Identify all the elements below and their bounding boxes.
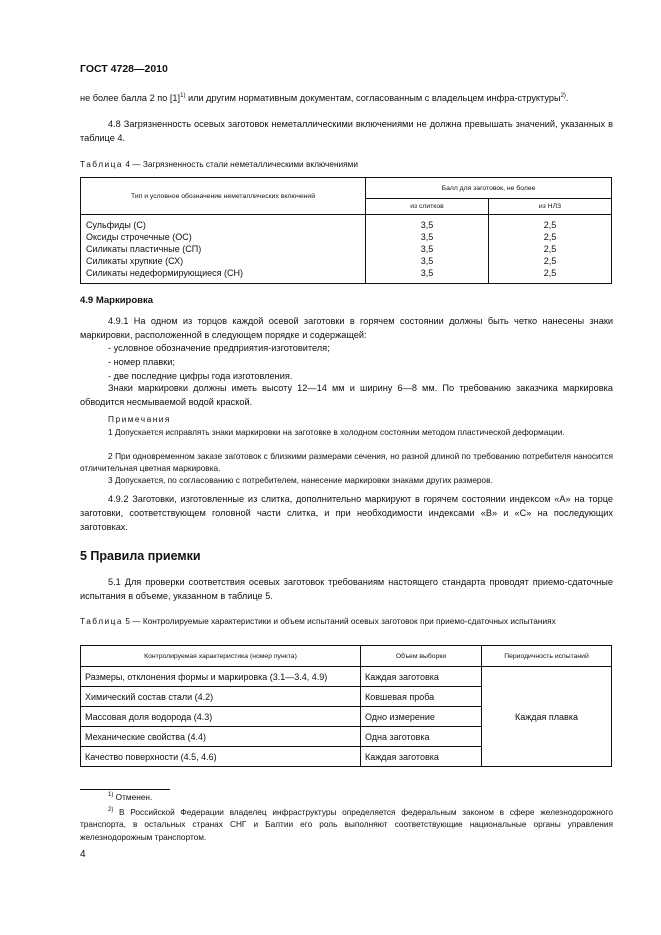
table-cell: Силикаты недеформирующиеся (СН) bbox=[86, 268, 243, 278]
table-cell: Механические свойства (4.4) bbox=[81, 727, 361, 747]
footnote-ref-2: 2) bbox=[560, 92, 566, 99]
table-cell: 3,5 bbox=[420, 268, 434, 278]
table-cell: Ковшевая проба bbox=[361, 687, 482, 707]
footnote-1: $^{1)}$ Отменен. bbox=[108, 792, 153, 802]
table4-header-nlz: из НЛЗ bbox=[489, 199, 612, 215]
paragraph-4-9-2: 4.9.2 Заготовки, изготовленные из слитка, дополнительно маркируют в горячем состоянии индексом «А» на торце заготовки, соответствующем головной части слитка, и при необходимости индексами «В» и «С» на последующих заготовках. bbox=[80, 494, 613, 532]
paragraph-4-8: 4.8 Загрязненность осевых заготовок неметаллическими включениями не должна превышать значений, указанных в таблице 4. bbox=[80, 119, 613, 143]
table-cell: 3,5 bbox=[420, 232, 434, 242]
table-cell: Силикаты хрупкие (СХ) bbox=[86, 256, 184, 266]
table5-header-period: Периодичность испытаний bbox=[482, 646, 612, 667]
table4-ingot-values bbox=[366, 215, 489, 284]
intro-paragraph: не более балла 2 по $[1]^{1)}$ или другим нормативным документам, согласованным с владельцем инфра-структуры$^{2)}$. bbox=[80, 92, 569, 103]
table4-nlz-values bbox=[489, 215, 612, 284]
document-header: ГОСТ 4728—2010 bbox=[80, 63, 168, 75]
table-cell: Одно измерение bbox=[361, 707, 482, 727]
table-cell: Каждая заготовка bbox=[361, 747, 482, 767]
table5-period-value: Каждая плавка bbox=[482, 667, 612, 767]
table-cell: Силикаты пластичные (СП) bbox=[86, 244, 202, 254]
table-cell: Оксиды строчечные (ОС) bbox=[86, 232, 192, 242]
table5-header-volume: Объем выборки bbox=[361, 646, 482, 667]
table-cell: 3,5 bbox=[420, 220, 434, 230]
marking-list bbox=[80, 341, 613, 383]
note-3: 3 Допускается, по согласованию с потребителем, нанесение маркировки знаками других размеров. bbox=[108, 475, 493, 485]
table4-header-ball: Балл для заготовок, не более bbox=[366, 178, 612, 199]
table-cell: 3,5 bbox=[420, 244, 434, 254]
table-cell: Одна заготовка bbox=[361, 727, 482, 747]
notes-title: Примечания bbox=[108, 414, 171, 424]
section-5-heading: 5 Правила приемки bbox=[80, 549, 201, 563]
table4-names bbox=[81, 215, 366, 284]
paragraph-marking-size: Знаки маркировки должны иметь высоту 12—14 мм и ширину 6—8 мм. По требованию заказчика маркировка обводится несмываемой водой краской. bbox=[80, 383, 613, 407]
list-item: - две последние цифры года изготовления. bbox=[108, 371, 293, 381]
note-1: 1 Допускается исправлять знаки маркировки на заготовке в холодном состоянии методом пластической деформации. bbox=[108, 427, 565, 437]
table-cell: 2,5 bbox=[543, 220, 557, 230]
table-row bbox=[81, 667, 612, 687]
table-cell: 3,5 bbox=[420, 256, 434, 266]
paragraph-4-9-1: 4.9.1 На одном из торцов каждой осевой заготовки в горячем состоянии должны быть четко нанесены знаки маркировки, расположенной в следующем порядке и содержащей: bbox=[80, 316, 613, 340]
table-cell: 2,5 bbox=[543, 244, 557, 254]
table4-header-ingot: из слитков bbox=[366, 199, 489, 215]
section-4-9-heading: 4.9 Маркировка bbox=[80, 295, 154, 306]
table4-caption: Таблица 4 — Загрязненность стали неметаллическими включениями bbox=[80, 159, 358, 169]
table-cell: 2,5 bbox=[543, 268, 557, 278]
table5-caption: Таблица 5 — Контролируемые характеристики и объем испытаний осевых заготовок при приемо-сдаточных испытаниях bbox=[80, 616, 556, 626]
footnote-2: $^{2)}$ В Российской Федерации владелец инфраструктуры определяется федеральным законом в сфере железнодорожного транспорта, в остальных странах СНГ и Балтии его роль выполняют соответствующие национальные органы управления железнодорожным транспортом. bbox=[80, 807, 613, 842]
table-cell: Размеры, отклонения формы и маркировка (3.1—3.4, 4.9) bbox=[81, 667, 361, 687]
footnote-divider bbox=[80, 789, 170, 790]
table-cell: Каждая заготовка bbox=[361, 667, 482, 687]
table-cell: 2,5 bbox=[543, 256, 557, 266]
table4-header-type: Тип и условное обозначение неметаллических включений bbox=[81, 178, 366, 215]
table-cell: Массовая доля водорода (4.3) bbox=[81, 707, 361, 727]
list-item: - номер плавки; bbox=[108, 357, 175, 367]
list-item: - условное обозначение предприятия-изготовителя; bbox=[108, 343, 330, 353]
footnote-ref-1: 1) bbox=[180, 92, 186, 99]
note-2: 2 При одновременном заказе заготовок с близкими размерами сечения, но разной длиной по требованию потребителя наносится отличительная цветная маркировка. bbox=[80, 451, 613, 474]
table-cell: Качество поверхности (4.5, 4.6) bbox=[81, 747, 361, 767]
page-number: 4 bbox=[80, 849, 86, 860]
table-4 bbox=[80, 177, 612, 284]
table-cell: Химический состав стали (4.2) bbox=[81, 687, 361, 707]
paragraph-5-1: 5.1 Для проверки соответствия осевых заготовок требованиям настоящего стандарта проводят приемо-сдаточные испытания в объеме, указанном в таблице 5. bbox=[80, 577, 613, 601]
table-cell: Сульфиды (С) bbox=[86, 220, 146, 230]
table5-header-char: Контролируемая характеристика (номер пункта) bbox=[81, 646, 361, 667]
table-cell: 2,5 bbox=[543, 232, 557, 242]
table-5 bbox=[80, 645, 612, 767]
